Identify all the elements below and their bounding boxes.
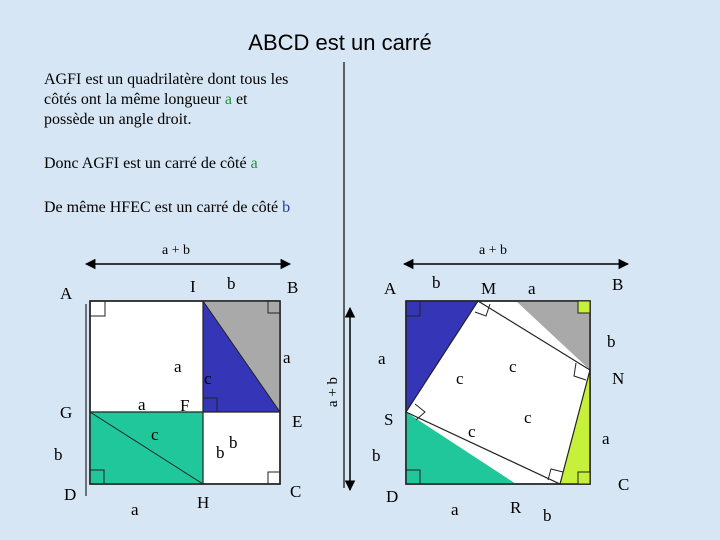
- vertex-d: D: [64, 485, 77, 504]
- vertex-g: G: [60, 403, 73, 422]
- side-label: c: [151, 425, 159, 444]
- side-label: b: [229, 433, 238, 452]
- span-label-left: a + b: [161, 243, 191, 258]
- side-label: a: [528, 279, 536, 298]
- text-line-3: possède un angle droit.: [44, 111, 192, 128]
- vertex-m: M: [481, 279, 497, 298]
- vertex-b-right: B: [612, 275, 624, 294]
- side-label: c: [509, 357, 517, 376]
- text-line-4: Donc AGFI est un carré de côté a: [44, 155, 258, 172]
- vertex-h: H: [197, 493, 210, 512]
- vertex-n: N: [612, 369, 625, 388]
- side-label: c: [456, 369, 464, 388]
- text-line-2: côtés ont la même longueur a et: [44, 91, 248, 108]
- right-angle-b-right: [578, 301, 590, 313]
- side-label: b: [216, 443, 225, 462]
- side-label: a: [451, 500, 459, 519]
- vertex-b: B: [287, 278, 299, 297]
- right-angle-c-right: [578, 472, 590, 484]
- vertex-e: E: [292, 412, 303, 431]
- side-label: a: [174, 357, 182, 376]
- side-label: b: [543, 506, 552, 525]
- span-label-right: a + b: [478, 243, 508, 258]
- side-label: b: [54, 445, 63, 464]
- side-label: c: [468, 422, 476, 441]
- text-line-1: AGFI est un quadrilatère dont tous les: [44, 71, 289, 88]
- vertex-c: C: [290, 482, 302, 501]
- side-label: b: [227, 274, 236, 293]
- variable-b: b: [282, 199, 291, 216]
- side-label: a: [283, 348, 291, 367]
- vertex-f: F: [180, 396, 190, 415]
- vertex-c-right: C: [618, 475, 630, 494]
- variable-a: a: [250, 155, 258, 172]
- slide-title: ABCD est un carré: [248, 30, 432, 55]
- side-label: c: [524, 408, 532, 427]
- left-figure: [86, 264, 290, 496]
- span-label-vertical: a + b: [325, 376, 341, 408]
- vertex-r: R: [510, 498, 522, 517]
- vertex-i: I: [190, 277, 196, 296]
- side-label: c: [204, 369, 212, 388]
- vertex-a: A: [60, 284, 73, 303]
- side-label: b: [432, 273, 441, 292]
- variable-a: a: [224, 91, 232, 108]
- side-label: a: [138, 395, 146, 414]
- side-label: b: [372, 446, 381, 465]
- vertex-d-right: D: [386, 487, 399, 506]
- vertex-s: S: [384, 410, 394, 429]
- side-label: a: [602, 429, 610, 448]
- side-label: a: [378, 349, 386, 368]
- side-label: a: [131, 500, 139, 519]
- vertex-a-right: A: [384, 279, 397, 298]
- side-label: b: [607, 332, 616, 351]
- text-line-5: De même HFEC est un carré de côté b: [44, 199, 291, 216]
